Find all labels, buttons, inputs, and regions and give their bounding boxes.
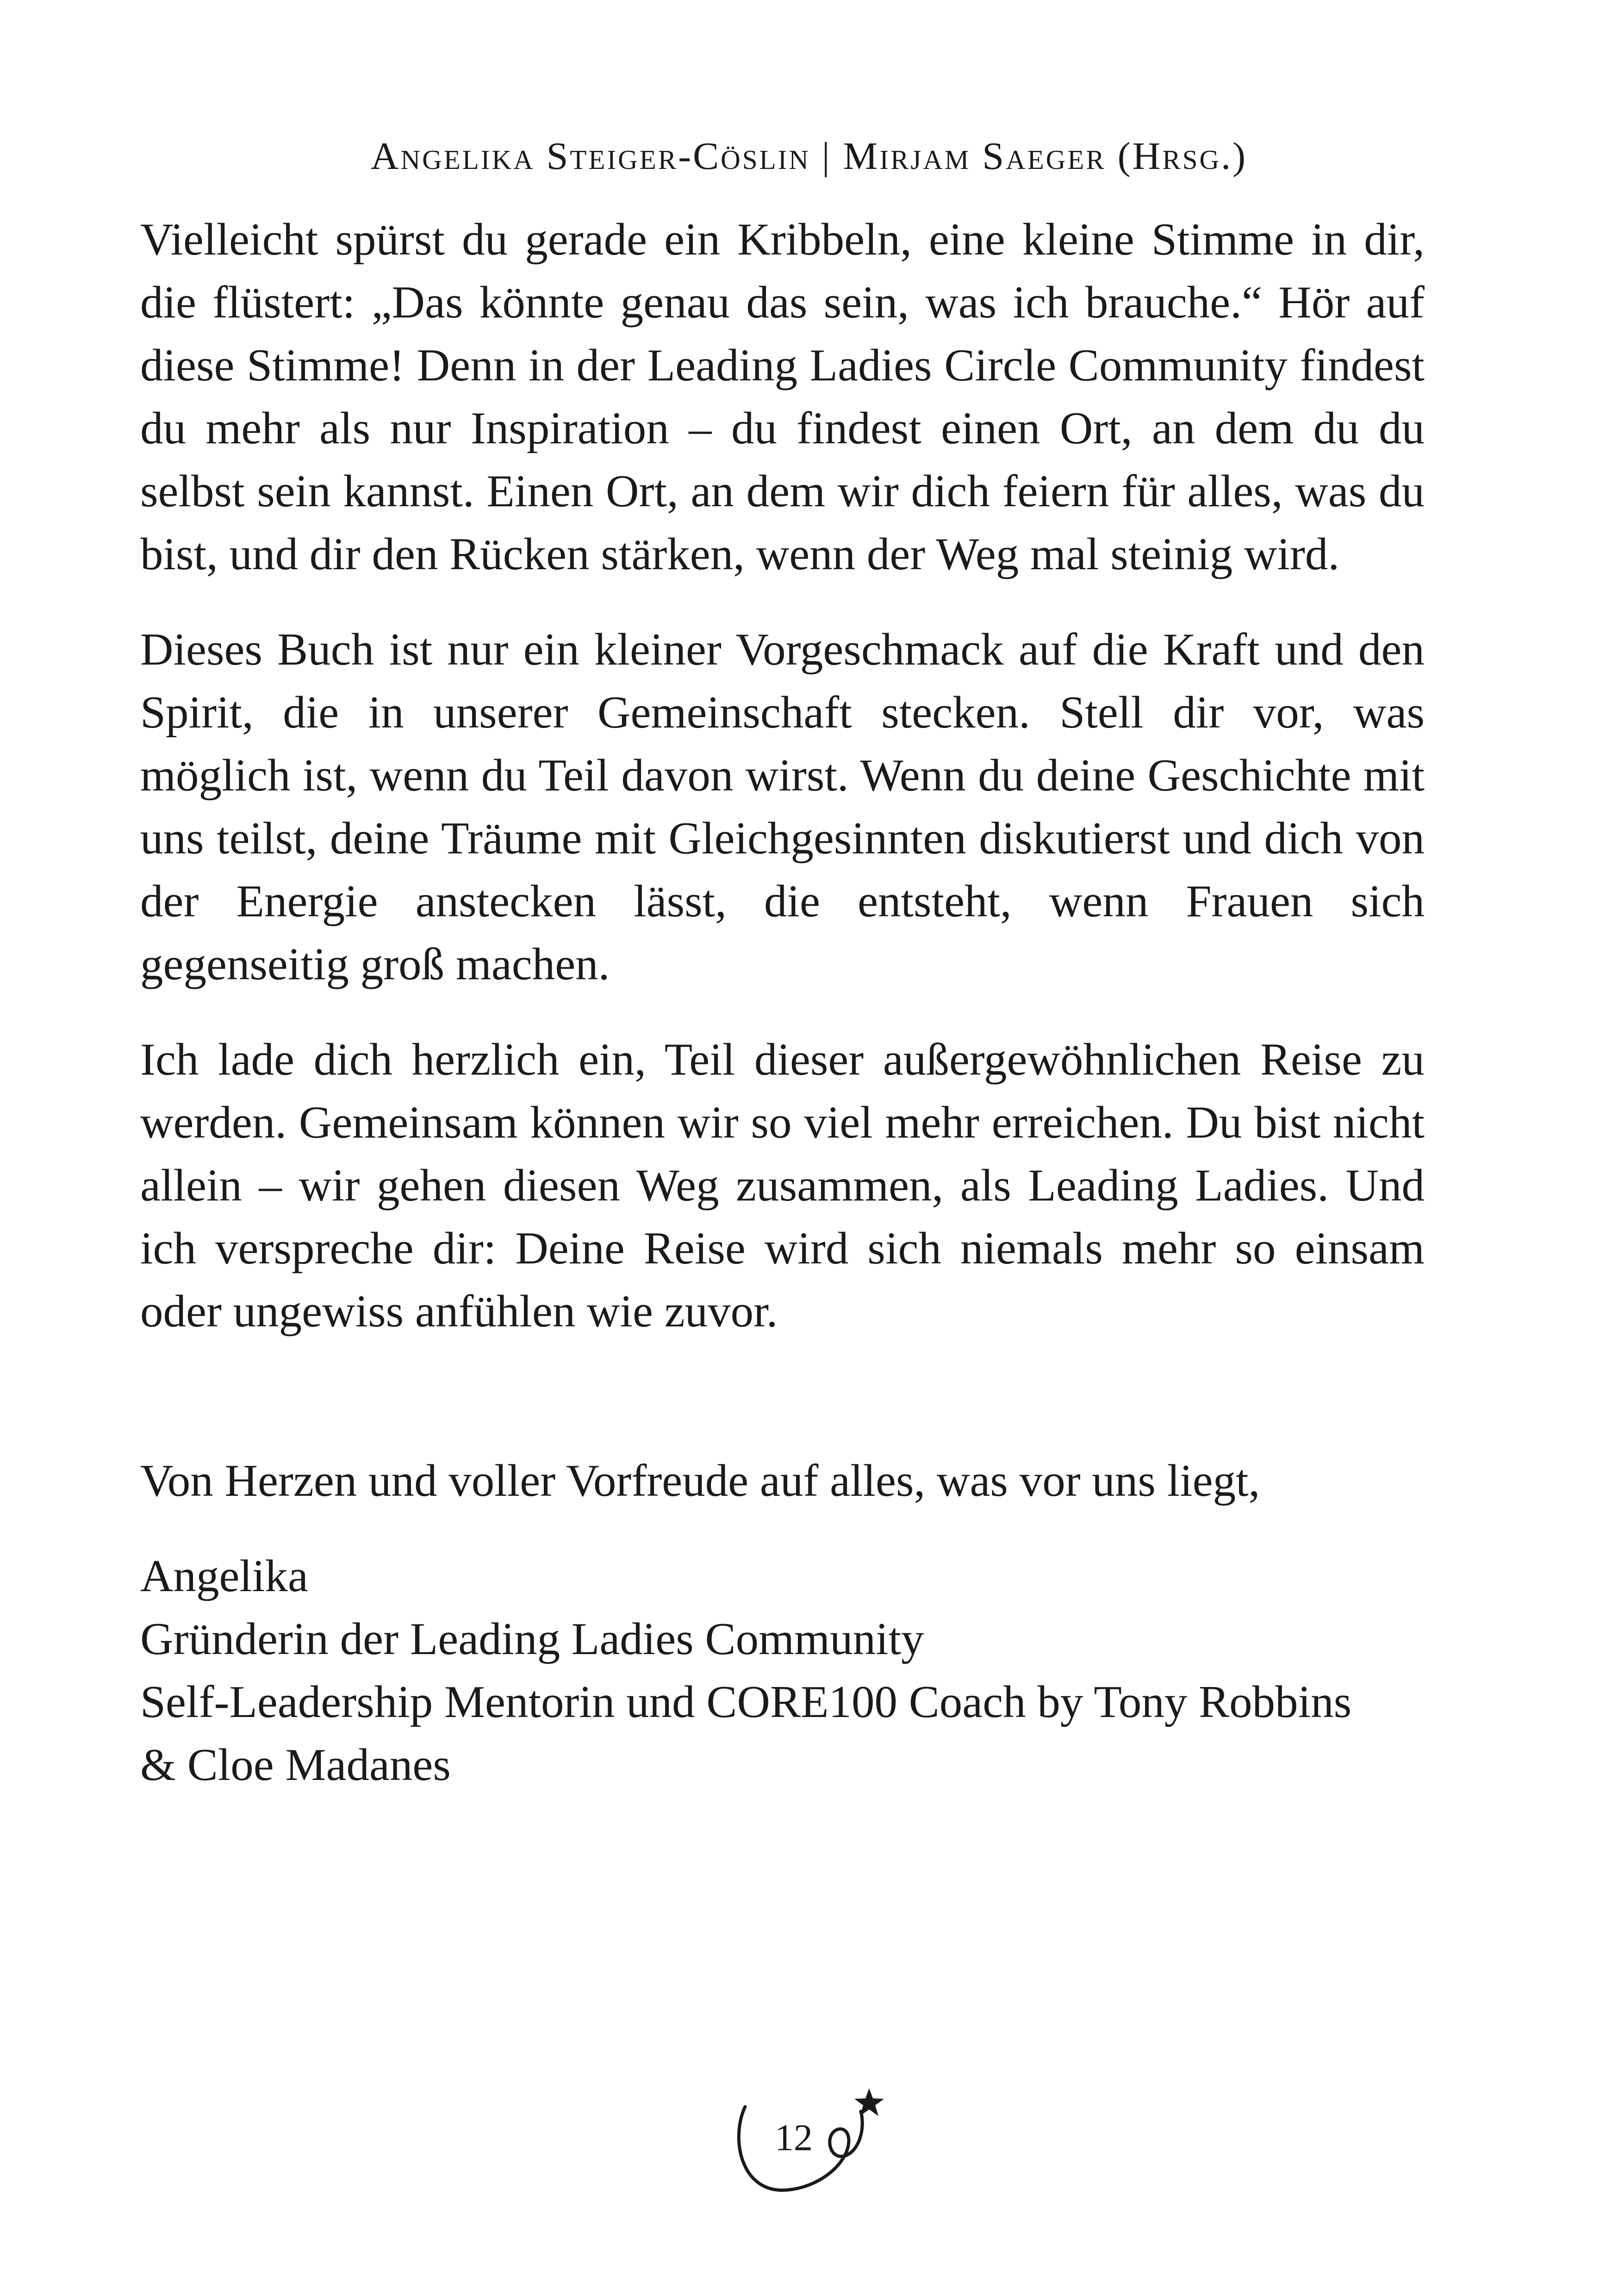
signature-credentials-2: & Cloe Madanes (140, 1740, 451, 1790)
main-text (140, 208, 1425, 1797)
page-number-ornament (722, 2083, 898, 2221)
closing-line: Von Herzen und voller Vorfreude auf alles, was vor uns liegt, (140, 1456, 1260, 1506)
page-number: 12 (775, 2116, 813, 2159)
paragraph-2: Dieses Buch ist nur ein kleiner Vorgeschmack auf die Kraft und den Spirit, die in unserer Gemeinschaft stecken. Stell dir vor, was möglich ist, wenn du Teil davon wirst. Wenn du deine Geschichte mit uns teilst, deine Träume mit Gleichgesinnten diskutierst und dich von der Energie anstecken lässt, die entsteht, wenn Frauen sich gegenseitig groß machen. (140, 624, 1425, 989)
signature-name: Angelika (140, 1551, 308, 1601)
signature-role: Gründerin der Leading Ladies Community (140, 1614, 924, 1664)
paragraph-3: Ich lade dich herzlich ein, Teil dieser außergewöhnlichen Reise zu werden. Gemeinsam können wir so viel mehr erreichen. Du bist nicht allein – wir gehen diesen Weg zusammen, als Leading Ladies. Und ich verspreche dir: Deine Reise wird sich niemals mehr so einsam oder ungewiss anfühlen wie zuvor. (140, 1034, 1425, 1337)
signature-block (140, 1545, 1425, 1797)
paragraph-1: Vielleicht spürst du gerade ein Kribbeln, eine kleine Stimme in dir, die flüstert: „Das könnte genau das sein, was ich brauche.“ Hör auf diese Stimme! Denn in der Leading Ladies Circle Community findest du mehr als nur Inspiration – du findest einen Ort, an dem du du selbst sein kannst. Einen Ort, an dem wir dich feiern für alles, was du bist, und dir den Rücken stärken, wenn der Weg mal steinig wird. (140, 214, 1425, 579)
running-header: Angelika Steiger-Cöslin | Mirjam Saeger (Hrsg.) (370, 135, 1248, 178)
signature-credentials-1: Self-Leadership Mentorin und CORE100 Coach by Tony Robbins (140, 1677, 1352, 1727)
